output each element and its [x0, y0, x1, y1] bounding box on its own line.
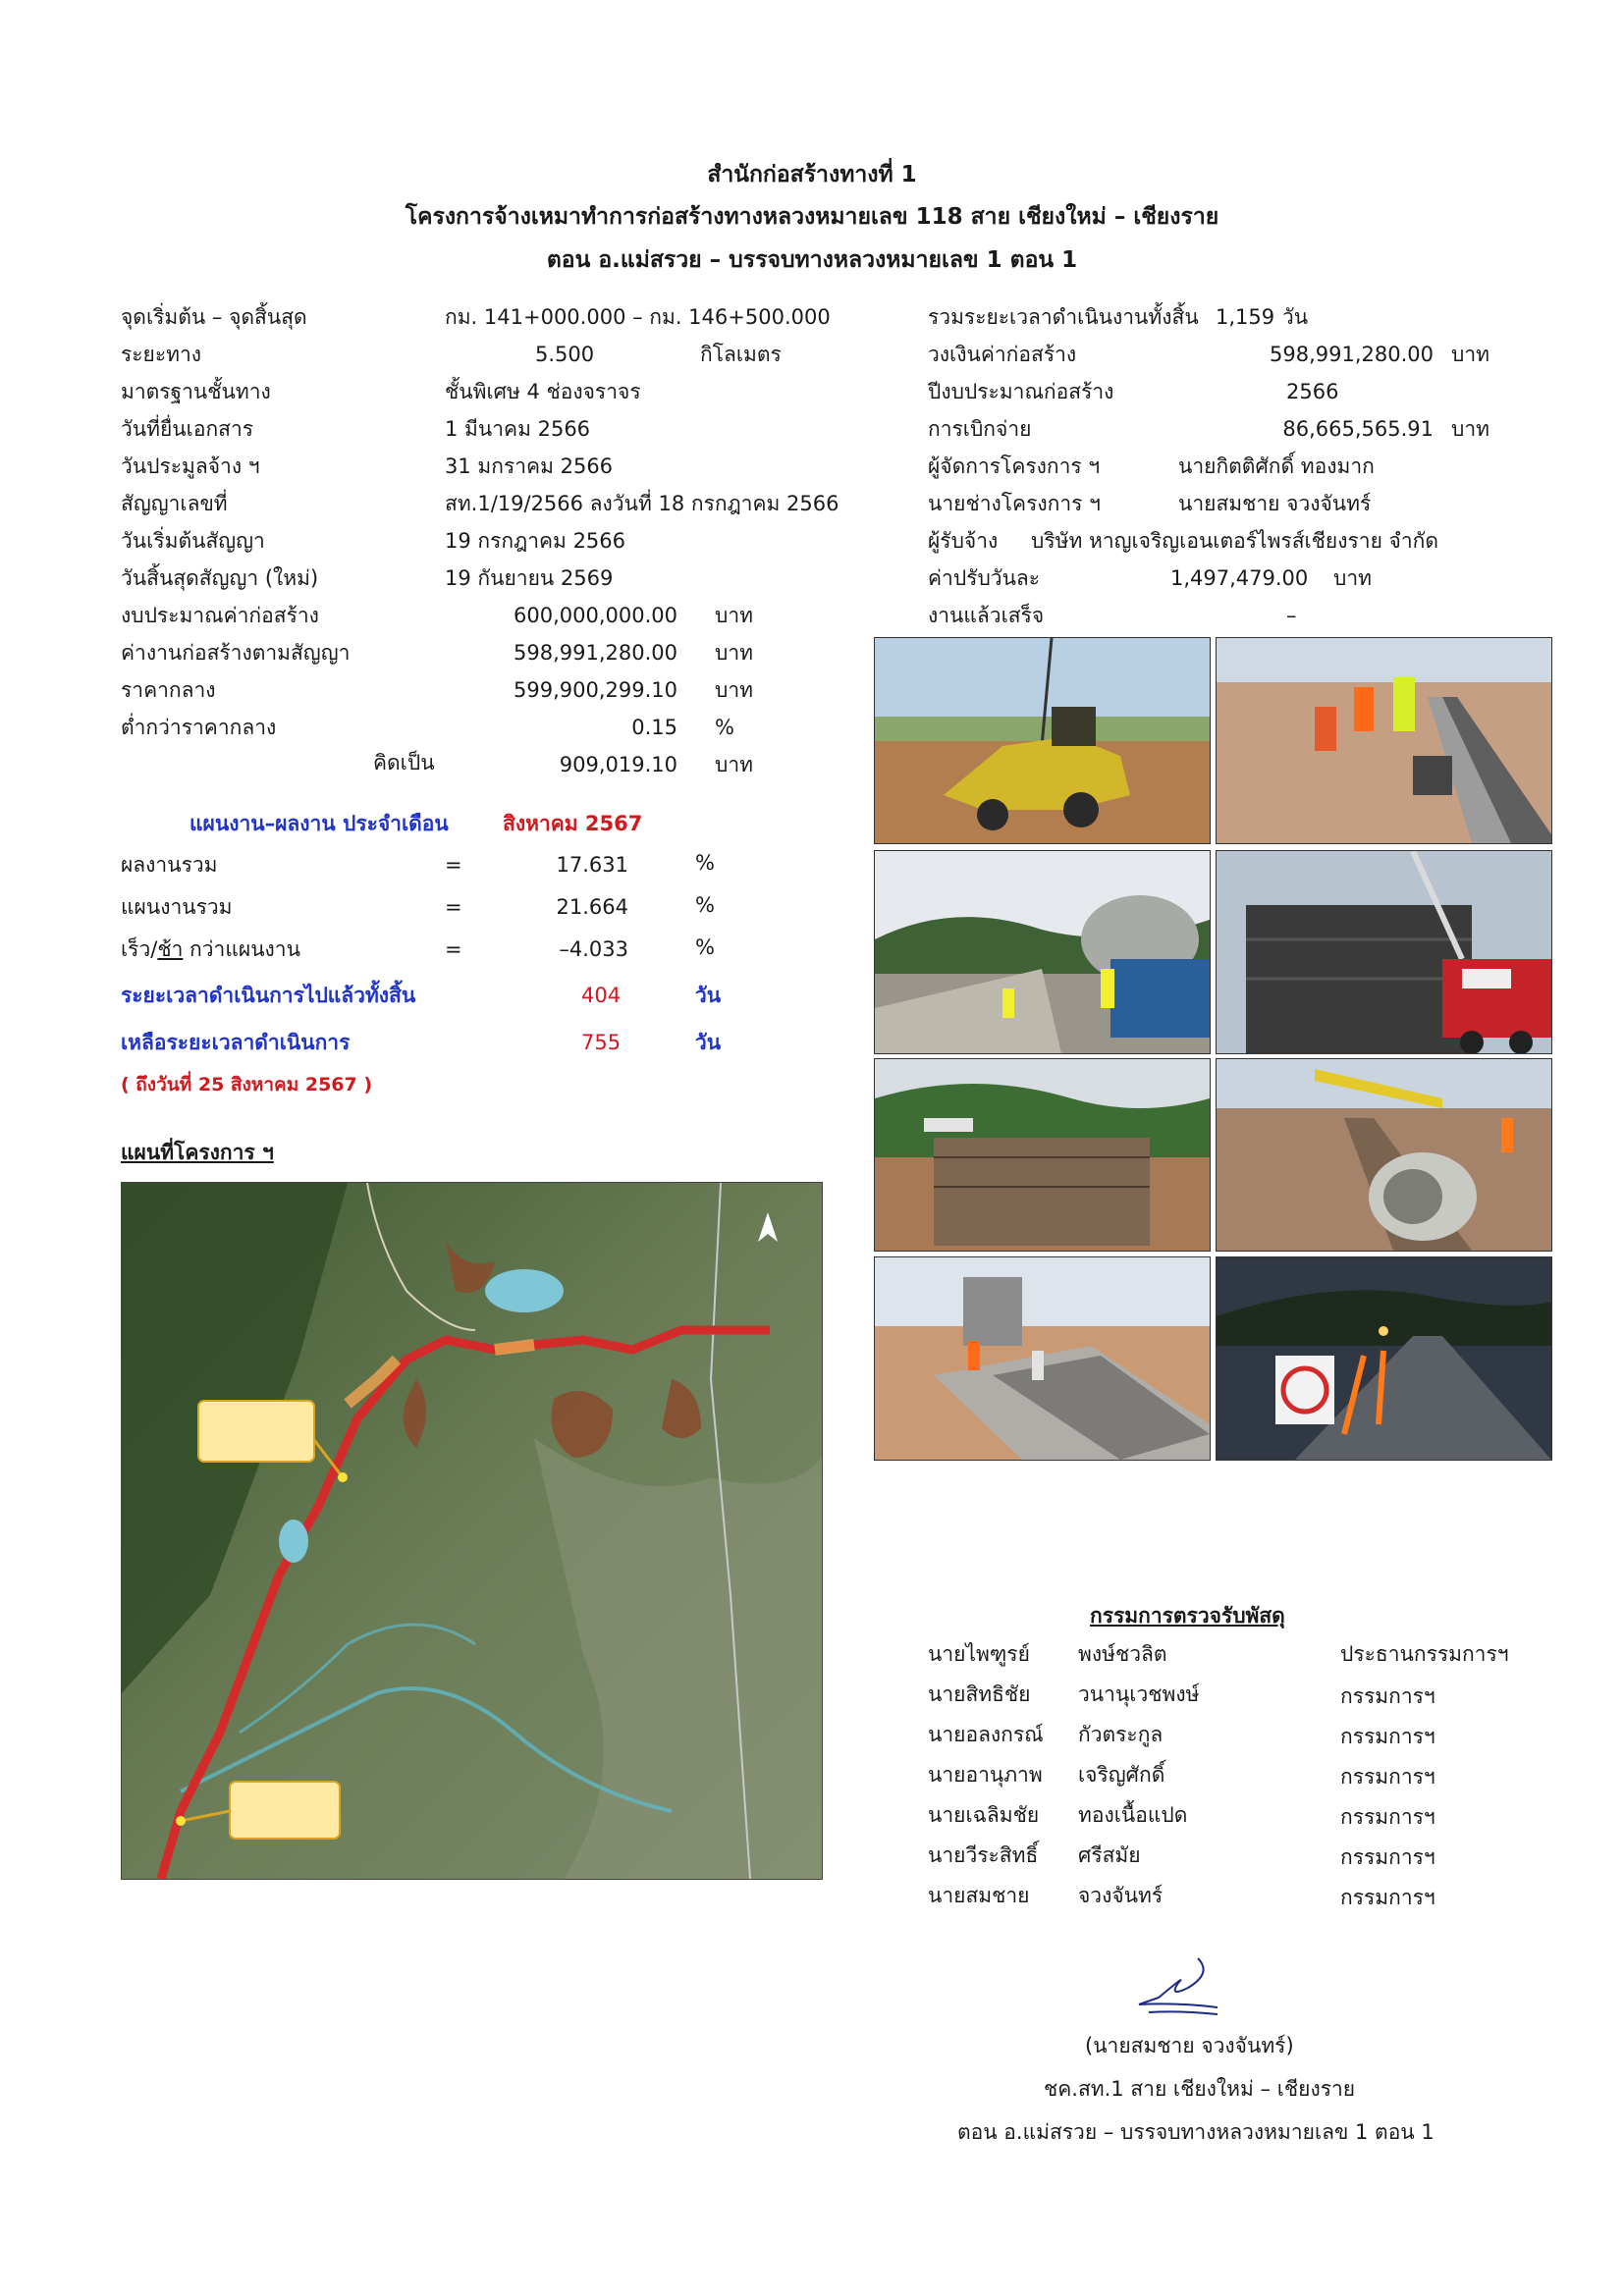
committee-first-name: นายวีระสิทธิ์ — [928, 1843, 1039, 1867]
bid-date-value: 31 มกราคม 2566 — [445, 454, 614, 478]
committee-last-name: ศรีสมัย — [1078, 1843, 1141, 1867]
median-price-unit: บาท — [715, 678, 753, 702]
equivalent-value: 909,019.10 — [559, 753, 677, 776]
project-map — [121, 1182, 823, 1880]
completed-label: งานแล้วเสร็จ — [928, 604, 1045, 627]
bridge-crane-photo — [1216, 850, 1552, 1054]
concrete-paving-photo — [874, 1256, 1211, 1461]
ahead-label: เร็ว/ — [121, 937, 158, 961]
duration-unit: วัน — [1282, 305, 1309, 329]
elapsed-label: ระยะเวลาดำเนินการไปแล้วทั้งสิ้น — [121, 984, 416, 1007]
start-end-value: กม. 141+000.000 – กม. 146+500.000 — [445, 305, 831, 329]
progress-title: แผนงาน–ผลงาน ประจำเดือน — [189, 812, 449, 835]
fiscal-year-label: ปีงบประมาณก่อสร้าง — [928, 380, 1114, 403]
committee-last-name: กัวตระกูล — [1078, 1723, 1164, 1746]
contract-amount-label: วงเงินค่าก่อสร้าง — [928, 343, 1077, 366]
curb-workers-photo — [1216, 637, 1552, 844]
committee-role: กรรมการฯ — [1340, 1845, 1435, 1869]
committee-title: กรรมการตรวจรับพัสดุ — [1090, 1604, 1285, 1628]
project-title: โครงการจ้างเหมาทำการก่อสร้างทางหลวงหมายเลข 118 สาย เชียงใหม่ – เชียงราย — [405, 204, 1219, 230]
daily-fine-value: 1,497,479.00 — [1170, 566, 1309, 590]
committee-first-name: นายสมชาย — [928, 1884, 1030, 1907]
committee-last-name: วนานุเวชพงษ์ — [1078, 1682, 1200, 1706]
budget-label: งบประมาณค่าก่อสร้าง — [121, 604, 319, 627]
contractor-label: ผู้รับจ้าง — [928, 529, 999, 553]
contract-amount-unit: บาท — [1451, 343, 1489, 366]
contract-end-label: วันสิ้นสุดสัญญา (ใหม่) — [121, 566, 319, 590]
signatory-position: ชค.สท.1 สาย เชียงใหม่ – เชียงราย — [1044, 2077, 1356, 2101]
fiscal-year-value: 2566 — [1286, 380, 1339, 403]
elapsed-value: 404 — [581, 984, 622, 1007]
disbursement-value: 86,665,565.91 — [1282, 417, 1434, 441]
equivalent-unit: บาท — [715, 753, 753, 776]
contract-start-value: 19 กรกฎาคม 2566 — [445, 529, 626, 553]
ahead-behind-eq: = — [445, 937, 462, 961]
committee-last-name: ทองเนื้อแปด — [1078, 1803, 1188, 1827]
median-price-value: 599,900,299.10 — [514, 678, 677, 702]
committee-role: กรรมการฯ — [1340, 1886, 1435, 1909]
road-standard-value: ชั้นพิเศษ 4 ช่องจราจร — [445, 380, 641, 403]
committee-first-name: นายสิทธิชัย — [928, 1682, 1031, 1706]
night-road-barrier-photo — [1216, 1256, 1552, 1461]
disbursement-label: การเบิกจ่าย — [928, 417, 1032, 441]
equivalent-label: คิดเป็น — [373, 751, 435, 774]
actual-progress-unit: % — [695, 851, 715, 875]
planned-progress-value: 21.664 — [556, 895, 628, 919]
retaining-wall-rebar-photo — [874, 1058, 1211, 1252]
actual-progress-value: 17.631 — [556, 853, 628, 877]
road-grader-photo — [874, 637, 1211, 844]
budget-unit: บาท — [715, 604, 753, 627]
elapsed-unit: วัน — [695, 984, 722, 1007]
duration-label: รวมระยะเวลาดำเนินงานทั้งสิ้น — [928, 305, 1199, 329]
below-median-value: 0.15 — [631, 716, 677, 739]
committee-role: ประธานกรรมการฯ — [1340, 1642, 1509, 1666]
completed-value: – — [1286, 604, 1297, 627]
below-median-unit: % — [715, 716, 734, 739]
project-engineer-value: นายสมชาย จวงจันทร์ — [1178, 492, 1372, 515]
satellite-map-image — [122, 1183, 822, 1879]
behind-label: ช้า — [157, 937, 184, 961]
project-engineer-label: นายช่างโครงการ ฯ — [928, 492, 1101, 515]
contractor-value: บริษัท หาญเจริญเอนเตอร์ไพรส์เชียงราย จำกัด — [1031, 529, 1438, 553]
committee-first-name: นายไพฑูรย์ — [928, 1642, 1030, 1666]
map-title: แผนที่โครงการ ฯ — [121, 1141, 274, 1164]
concrete-mixer-pour-photo — [874, 850, 1211, 1054]
ahead-behind-unit: % — [695, 935, 715, 959]
daily-fine-label: ค่าปรับวันละ — [928, 566, 1041, 590]
committee-role: กรรมการฯ — [1340, 1725, 1435, 1748]
project-manager-value: นายกิตติศักดิ์ ทองมาก — [1178, 454, 1375, 478]
planned-progress-eq: = — [445, 895, 462, 919]
contract-number-value: สท.1/19/2566 ลงวันที่ 18 กรกฎาคม 2566 — [445, 492, 839, 515]
submission-date-label: วันที่ยื่นเอกสาร — [121, 417, 254, 441]
ahead-behind-label — [121, 936, 300, 962]
contract-end-value: 19 กันยายน 2569 — [445, 566, 614, 590]
committee-first-name: นายอานุภาพ — [928, 1763, 1043, 1787]
remaining-value: 755 — [581, 1031, 622, 1054]
drainage-pipe-excavator-photo — [1216, 1058, 1552, 1252]
committee-last-name: เจริญศักดิ์ — [1078, 1763, 1165, 1787]
budget-value: 600,000,000.00 — [514, 604, 677, 627]
progress-month: สิงหาคม 2567 — [503, 812, 643, 835]
contract-cost-unit: บาท — [715, 641, 753, 665]
signatory-name: (นายสมชาย จวงจันทร์) — [1085, 2034, 1294, 2057]
below-median-label: ต่ำกว่าราคากลาง — [121, 716, 277, 739]
contract-number-label: สัญญาเลขที่ — [121, 492, 228, 515]
committee-last-name: พงษ์ชวลิต — [1078, 1642, 1167, 1666]
contract-start-label: วันเริ่มต้นสัญญา — [121, 529, 265, 553]
office-title: สำนักก่อสร้างทางที่ 1 — [707, 162, 917, 187]
bid-date-label: วันประมูลจ้าง ฯ — [121, 454, 260, 478]
road-standard-label: มาตรฐานชั้นทาง — [121, 380, 271, 403]
remaining-label: เหลือระยะเวลาดำเนินการ — [121, 1031, 351, 1054]
disbursement-unit: บาท — [1451, 417, 1489, 441]
distance-label: ระยะทาง — [121, 343, 202, 366]
committee-first-name: นายอลงกรณ์ — [928, 1723, 1044, 1746]
actual-progress-label: ผลงานรวม — [121, 853, 218, 877]
committee-first-name: นายเฉลิมชัย — [928, 1803, 1040, 1827]
project-manager-label: ผู้จัดการโครงการ ฯ — [928, 454, 1101, 478]
contract-amount-value: 598,991,280.00 — [1270, 343, 1434, 366]
distance-value: 5.500 — [535, 343, 595, 366]
vs-plan-label: กว่าแผนงาน — [183, 937, 300, 961]
committee-last-name: จวงจันทร์ — [1078, 1884, 1164, 1907]
as-of-date: ( ถึงวันที่ 25 สิงหาคม 2567 ) — [121, 1074, 373, 1095]
planned-progress-unit: % — [695, 893, 715, 917]
start-end-label: จุดเริ่มต้น – จุดสิ้นสุด — [121, 305, 307, 329]
median-price-label: ราคากลาง — [121, 678, 216, 702]
submission-date-value: 1 มีนาคม 2566 — [445, 417, 591, 441]
committee-role: กรรมการฯ — [1340, 1684, 1435, 1708]
planned-progress-label: แผนงานรวม — [121, 895, 233, 919]
project-section: ตอน อ.แม่สรวย – บรรจบทางหลวงหมายเลข 1 ตอน 1 — [546, 247, 1078, 273]
contract-cost-label: ค่างานก่อสร้างตามสัญญา — [121, 641, 351, 665]
ahead-behind-value: –4.033 — [559, 937, 628, 961]
actual-progress-eq: = — [445, 853, 462, 877]
remaining-unit: วัน — [695, 1031, 722, 1054]
signature-image — [1119, 1953, 1227, 2022]
contract-cost-value: 598,991,280.00 — [514, 641, 677, 665]
committee-role: กรรมการฯ — [1340, 1805, 1435, 1829]
signatory-section: ตอน อ.แม่สรวย – บรรจบทางหลวงหมายเลข 1 ตอน 1 — [957, 2120, 1435, 2144]
committee-role: กรรมการฯ — [1340, 1765, 1435, 1789]
daily-fine-unit: บาท — [1333, 566, 1372, 590]
duration-value: 1,159 — [1216, 305, 1275, 329]
distance-unit: กิโลเมตร — [700, 343, 782, 366]
